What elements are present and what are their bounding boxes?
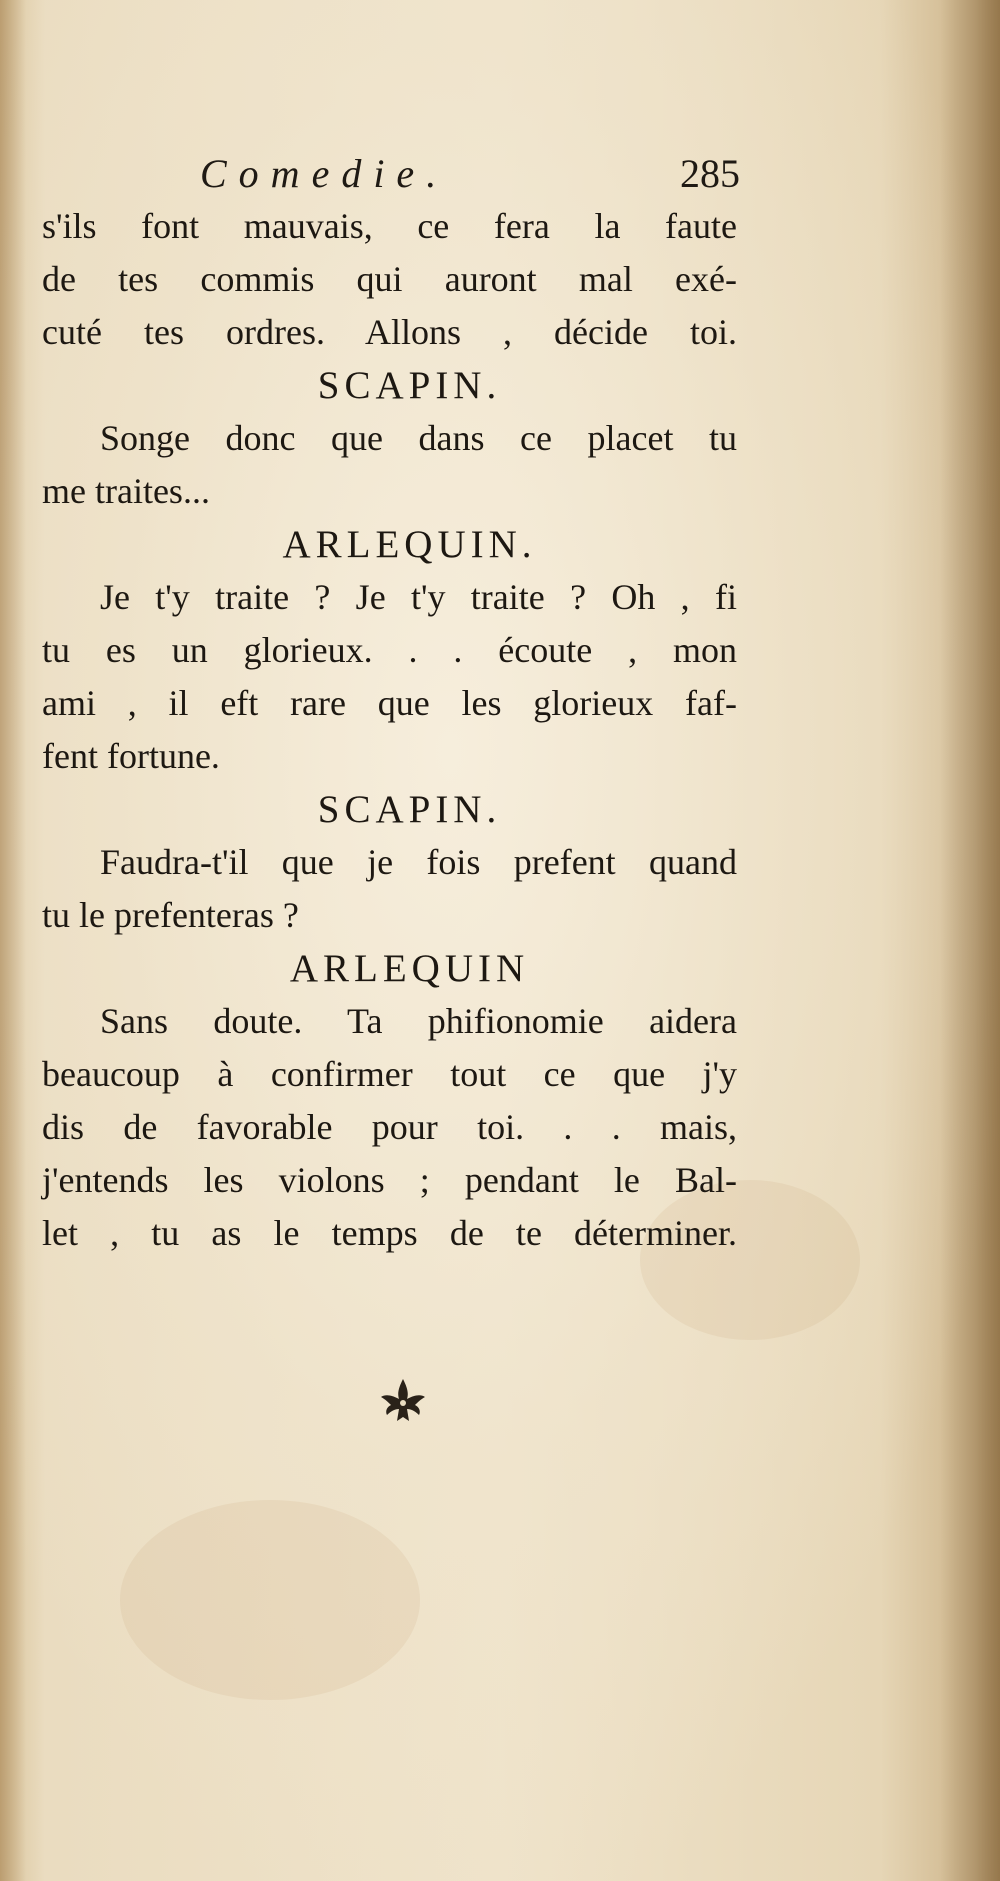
running-title: Comedie. xyxy=(200,151,449,196)
page-header xyxy=(200,150,740,200)
text-line: me traites... xyxy=(42,471,210,511)
page-edge-left xyxy=(0,0,26,1881)
text-line: Sans doute. Ta phifionomie aidera xyxy=(100,1001,737,1041)
text-line: fent fortune. xyxy=(42,736,220,776)
text-line: dis de favorable pour toi. . . mais, xyxy=(42,1107,737,1147)
speaker-name: SCAPIN. xyxy=(317,788,502,831)
speaker-name: ARLEQUIN. xyxy=(282,523,537,566)
speaker-name: ARLEQUIN xyxy=(289,947,530,990)
text-line: Faudra-t'il que je fois prefent quand xyxy=(100,842,737,882)
page-number: 285 xyxy=(680,151,740,196)
text-line: ami , il eft rare que les glorieux faf- xyxy=(42,683,737,723)
text-line: j'entends les violons ; pendant le Bal- xyxy=(42,1160,737,1200)
text-line: tu es un glorieux. . . écoute , mon xyxy=(42,630,737,670)
speaker-name: SCAPIN. xyxy=(317,364,502,407)
page-edge-right xyxy=(940,0,1000,1881)
text-line: beaucoup à confirmer tout ce que j'y xyxy=(42,1054,737,1094)
text-line: de tes commis qui auront mal exé- xyxy=(42,259,737,299)
text-line: tu le prefenteras ? xyxy=(42,895,299,935)
page-text xyxy=(42,200,737,1260)
fleuron-icon xyxy=(375,1375,431,1427)
paper-stain xyxy=(120,1500,420,1700)
text-line: cuté tes ordres. Allons , décide toi. xyxy=(42,312,737,352)
text-line: s'ils font mauvais, ce fera la faute xyxy=(42,206,737,246)
text-line: let , tu as le temps de te déterminer. xyxy=(42,1213,737,1253)
text-line: Songe donc que dans ce placet tu xyxy=(100,418,737,458)
text-line: Je t'y traite ? Je t'y traite ? Oh , fi xyxy=(100,577,737,617)
